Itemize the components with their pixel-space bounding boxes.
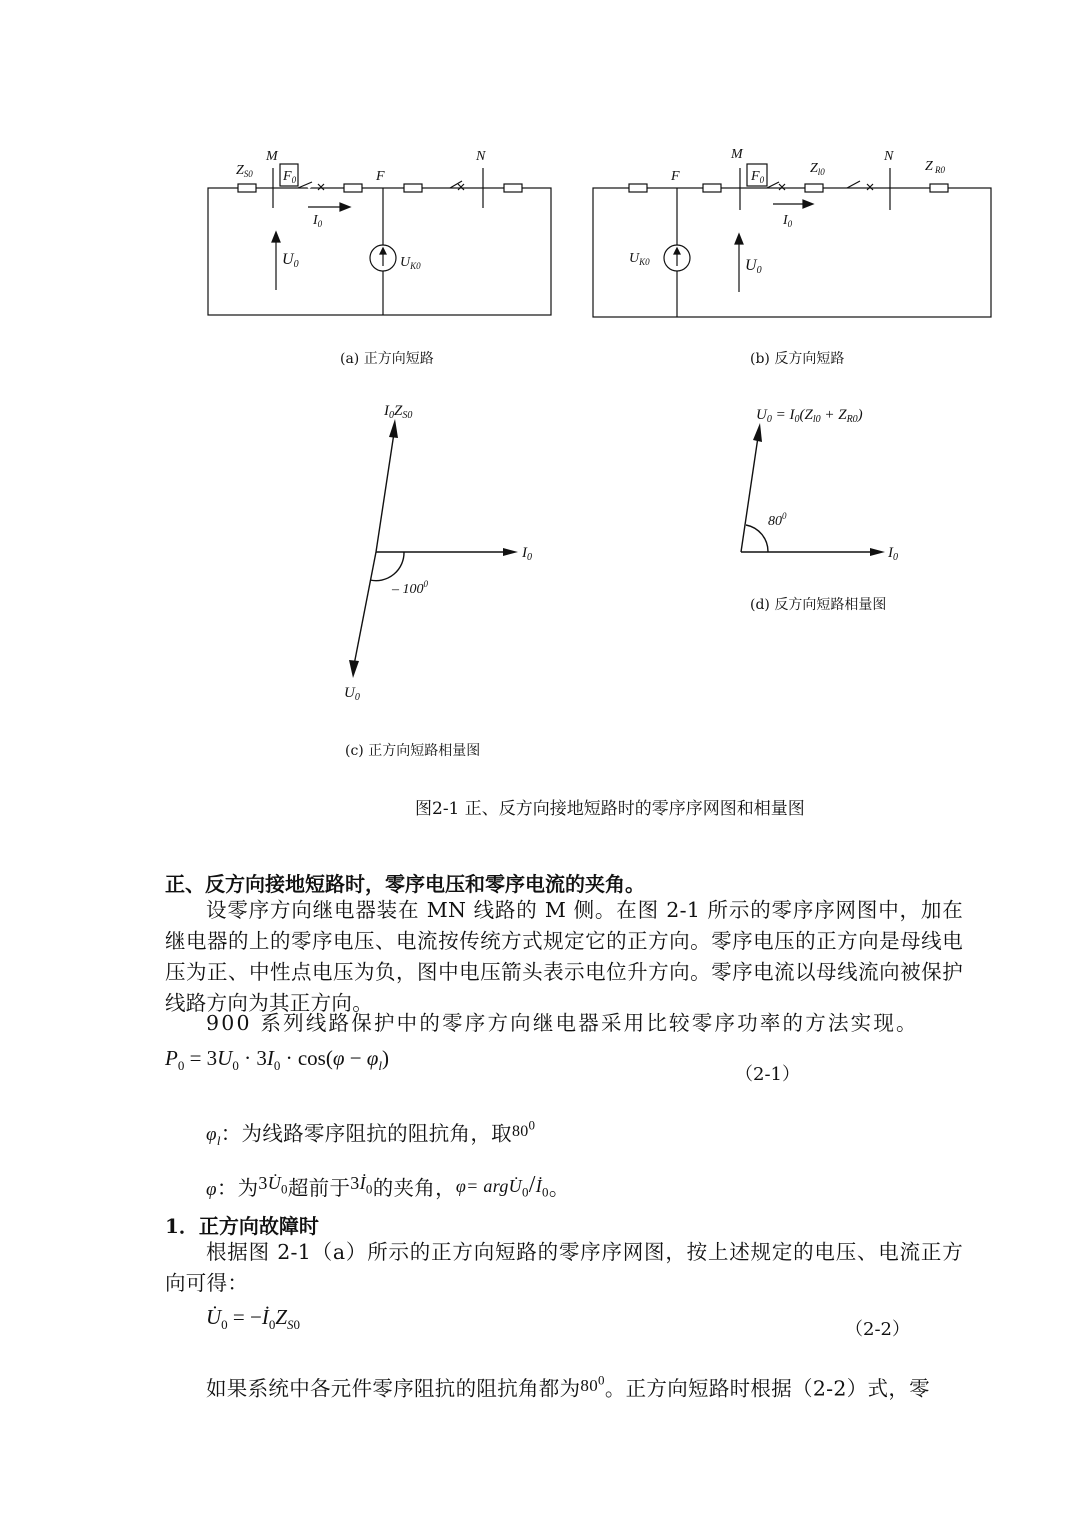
heading-forward-fault: 1．正方向故障时 — [165, 1214, 319, 1238]
label-top: $I_0Z_{S0}$ — [384, 403, 413, 421]
paragraph-4-a: 如果系统中各元件零序阻抗的阻抗角都为 — [206, 1376, 581, 1401]
label-zr0: Z $_{R0}$ — [925, 159, 946, 175]
equation-number-2-1: （2-1） — [735, 1064, 800, 1085]
phi-l-definition: $\varphi_l$：为线路零序阻抗的阻抗角，取$80^0$ — [206, 1118, 536, 1149]
label-uk0: $U_{K0}$ — [629, 251, 650, 267]
equation-2-2: $U̇_0$ = $-İ_0Z_{S0}$ — [206, 1305, 301, 1333]
paragraph-3: 根据图 2-1（a）所示的正方向短路的零序序网图，按上述规定的电压、电流正方向可得： — [165, 1240, 963, 1295]
label-n: N — [884, 149, 894, 164]
label-i0: $I_0$ — [313, 213, 323, 229]
phi-end: 。 — [548, 1176, 570, 1200]
paragraph-1: 设零序方向继电器装在 MN 线路的 M 侧。在图 2-1 所示的零序序网图中，加在继电器的上的零序电压、电流按传统方式规定它的正方向。零序电压的正方向是母线电压为正、中性点电压为负，图中电压箭头表示电位升方向。零序电流以母线流向被保护线路方向为其正方向。 — [165, 898, 963, 1015]
label-u0: U0 — [282, 251, 299, 270]
caption-d: (d) 反方向短路相量图 — [750, 597, 887, 613]
label-i0: $I_0$ — [783, 213, 793, 229]
label-u0: U0 — [745, 257, 762, 276]
phi-text-c: 的夹角， — [372, 1176, 456, 1200]
phi-text-a: ：为 — [216, 1176, 259, 1200]
label-bottom: $U_0$ — [344, 685, 360, 703]
caption-c: (c) 正方向短路相量图 — [345, 743, 481, 759]
label-f: F — [376, 169, 385, 184]
label-uk0: $U_{K0}$ — [400, 255, 421, 271]
phi-l-text: ：为线路零序阻抗的阻抗角，取 — [220, 1121, 512, 1146]
phasor-d — [730, 395, 950, 575]
label-m: M — [266, 149, 278, 164]
phi-text-b: 超前于 — [287, 1176, 351, 1200]
label-m: M — [731, 147, 743, 162]
caption-a: (a) 正方向短路 — [340, 351, 434, 367]
equation-number-2-2: （2-2） — [845, 1319, 910, 1340]
figure-title: 图2-1 正、反方向接地短路时的零序序网图和相量图 — [415, 799, 805, 819]
phasor-c — [330, 395, 560, 715]
label-f: F — [671, 169, 680, 184]
label-f0: $F_0$ — [751, 169, 765, 185]
label-n: N — [476, 149, 486, 164]
equation-2-1: $P_0 = 3U_0 \cdot 3I_0 \cdot \cos(\varphi - \varphi_l)$ — [165, 1046, 390, 1074]
caption-b: (b) 反方向短路 — [750, 351, 845, 367]
paragraph-4: 如果系统中各元件零序阻抗的阻抗角都为$^{80^0}$。正方向短路时根据（2-2）式，零 — [206, 1372, 930, 1401]
phi-definition: φ：为$3U̇_0$超前于$3İ_0$的夹角，$\varphi= argU̇_0/İ_0$。 — [206, 1172, 570, 1200]
label-top: $U_0 = I_0(Z_{l0} + Z_{R0})$ — [756, 407, 863, 425]
label-right: $I_0$ — [522, 545, 532, 563]
label-zl0: $Z_{l0}$ — [810, 161, 825, 177]
diagram-a — [200, 140, 560, 320]
label-f0: $F_0$ — [283, 169, 297, 185]
label-angle: $80^0$ — [768, 511, 787, 529]
label-right: $I_0$ — [888, 545, 898, 563]
label-angle: – $100^0$ — [392, 579, 428, 597]
paragraph-2: 900 系列线路保护中的零序方向继电器采用比较零序功率的方法实现。 — [206, 1011, 919, 1035]
diagram-b — [585, 140, 1000, 322]
heading-angle: 正、反方向接地短路时，零序电压和零序电流的夹角。 — [165, 872, 645, 896]
label-zs0: $Z_{S0}$ — [236, 163, 253, 179]
paragraph-4-b: 。正方向短路时根据（2-2）式，零 — [604, 1376, 930, 1401]
